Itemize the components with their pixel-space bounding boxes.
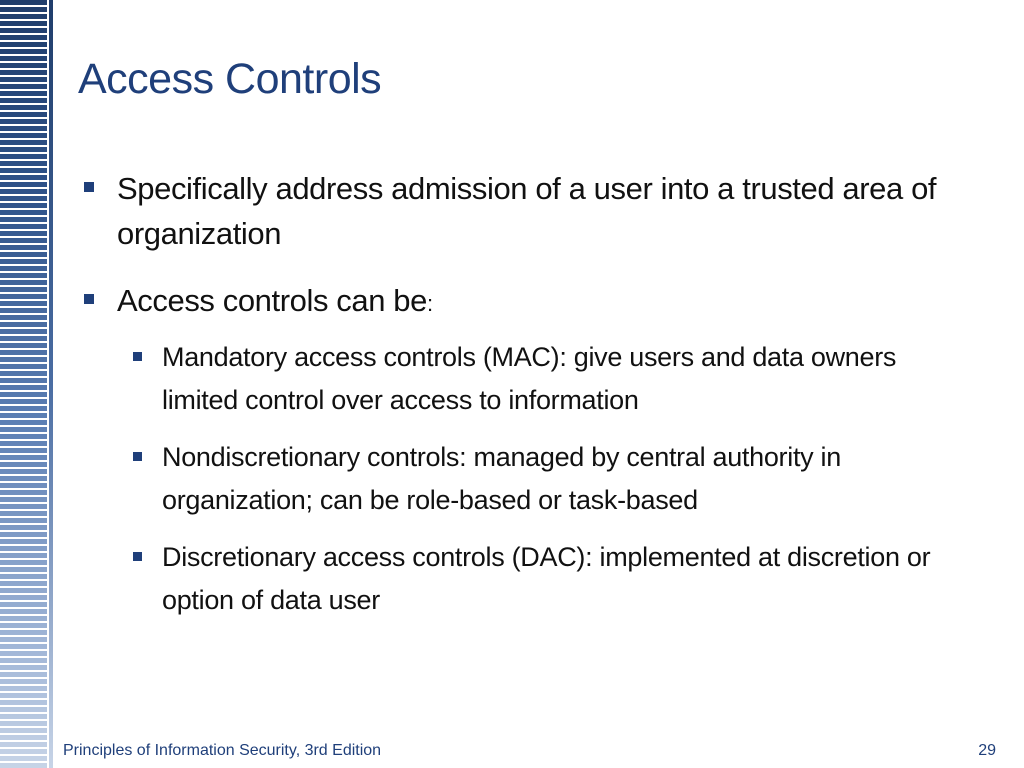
square-bullet-icon (133, 452, 142, 461)
square-bullet-icon (133, 552, 142, 561)
square-bullet-icon (133, 352, 142, 361)
sub-bullet-text: Nondiscretionary controls: managed by central authority in organization; can be role-based or task-based (162, 442, 841, 515)
bullet-text: Specifically address admission of a user into a trusted area of organization (117, 171, 937, 251)
bullet-list (84, 166, 964, 644)
bullet-item (84, 278, 964, 622)
square-bullet-icon (84, 182, 94, 192)
sub-bullet-text: Mandatory access controls (MAC): give users and data owners limited control over access to information (162, 342, 897, 415)
sub-bullet-item (117, 336, 964, 422)
bullet-colon: : (426, 291, 433, 316)
bullet-text: Access controls can be (117, 283, 427, 318)
stripe-edge-bar (49, 0, 53, 768)
decorative-stripe-sidebar (0, 0, 56, 768)
slide-title: Access Controls (78, 55, 382, 103)
footer-book-title: Principles of Information Security, 3rd Edition (63, 742, 382, 759)
sub-bullet-item (117, 436, 964, 522)
page-number: 29 (978, 742, 996, 759)
bullet-item (84, 166, 964, 256)
sub-bullet-text: Discretionary access controls (DAC): implemented at discretion or option of data user (162, 542, 931, 615)
sub-bullet-list (117, 336, 964, 622)
stripe-pattern (0, 0, 47, 768)
square-bullet-icon (84, 294, 94, 304)
sub-bullet-item (117, 536, 964, 622)
